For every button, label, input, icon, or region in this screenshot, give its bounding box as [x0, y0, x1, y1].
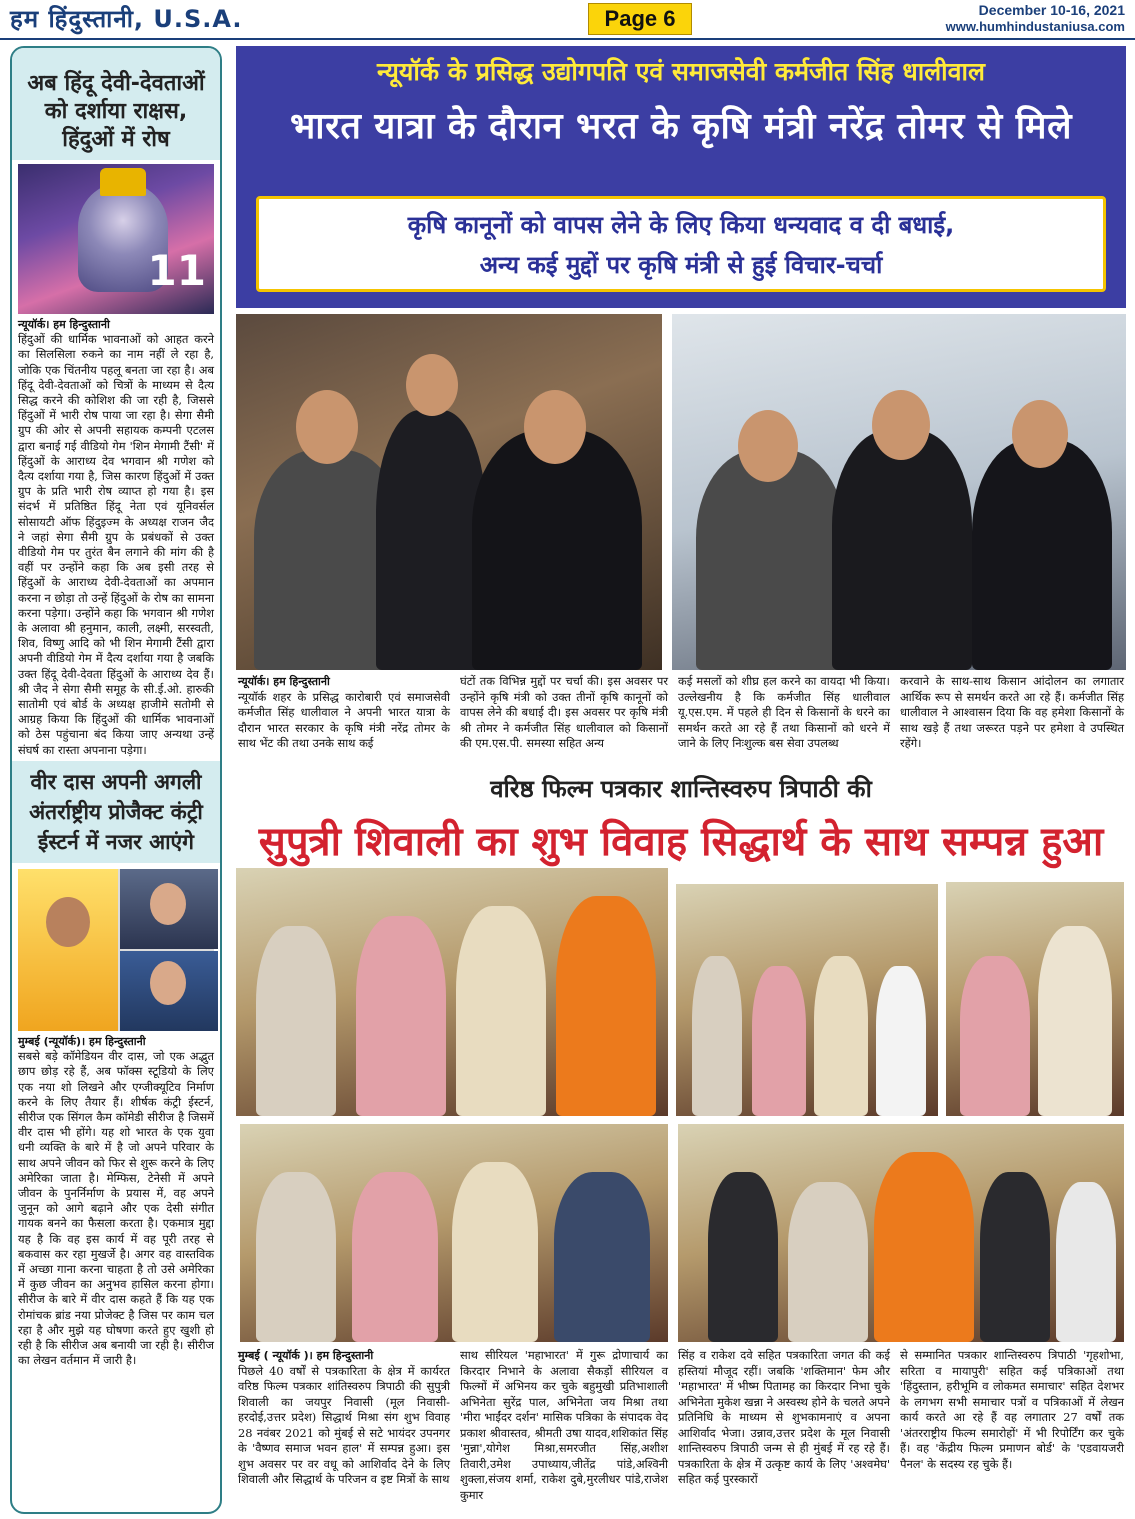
vir-das-photo	[18, 869, 118, 1031]
groom-shape	[456, 906, 546, 1116]
person-shape	[980, 1172, 1050, 1342]
lead-column-3: कई मसलों को शीघ्र हल करने का वायदा भी किया। उल्लेखनीय है कि कर्मजीत सिंह धालीवाल यू.एस.एम. में पहले ही दिन से किसानों के धरने का समर्थन करते आ रहे हैं तथा किसानों को धरने में जाने के लिए निःशुल्क बस सेवा उपलब्ध	[678, 674, 890, 750]
person-shape	[696, 450, 846, 670]
person-shape	[556, 896, 656, 1116]
wedding-column-4: से सम्मानित पत्रकार शान्तिस्वरुप त्रिपाठी 'गृहशोभा, सरिता व मायापुरी' सहित कई पत्रिकाओं तथा 'हिंदुस्तान, हरीभूमि व लोकमत समाचार' सहित देशभर के लगभग सभी समाचार पत्रों व पत्रिकाओं में लेखन कार्य करते आ रहे हैं वह लगातार 27 वर्षों तक 'अंतरराष्ट्रीय फिल्म समारोहों' में भी रिपोर्टिंग कर चुके हैं। वह 'केंद्रीय फिल्म प्रमाणन बोर्ड' के 'एडवायजरी पैनल' के सदस्य रह चुके हैं।	[900, 1348, 1124, 1471]
lead-column-2: घंटों तक विभिन्न मुद्दों पर चर्चा की। इस अवसर पर उन्होंने कृषि मंत्री को उक्त तीनों कृषि कानूनों को वापस लेने की बधाई दी। इस अवसर पर कृषि मंत्री श्री तोमर ने कर्मजीत सिंह धालीवाल को किसानों की एम.एस.पी. समस्या सहित अन्य	[460, 674, 668, 750]
sidebar-byline-2: मुम्बई (न्यूयॉर्क)। हम हिन्दुस्तानी	[18, 1034, 146, 1048]
wedding-col1-text: पिछले 40 वर्षों से पत्रकारिता के क्षेत्र में कार्यरत वरिष्ठ फिल्म पत्रकार शांतिस्वरुप त्रिपाठी की सुपुत्री शिवाली का जयपुर निवासी (मूल निवासी- हरदोई,उत्तर प्रदेश) सिद्धार्थ मिश्रा संग शुभ विवाह 28 नवंबर 2021 को मुंबई से सटे भायंदर उपनगर के 'वैष्णव समाज भवन हाल' में सम्पन्न हुआ। इस शुभ अवसर पर वर वधू को आशिर्वाद देने के लिए शिवाली और सिद्धार्थ के परिजन व इष्ट मित्रों के साथ	[238, 1363, 450, 1486]
actor-photo-top	[120, 869, 218, 949]
person-shape	[1056, 1182, 1116, 1342]
wedding-photo-1	[236, 868, 668, 1116]
lead-subheadline-box	[256, 196, 1106, 292]
lead-column-1	[238, 674, 450, 752]
wedding-photo-4	[240, 1124, 668, 1342]
sidebar-headline-1: अब हिंदू देवी-देवताओं को दर्शाया राक्षस, हिंदुओं में रोष	[12, 48, 220, 160]
person-shape	[376, 410, 486, 670]
sidebar	[10, 46, 222, 1514]
person-shape	[832, 430, 972, 670]
groom-shape	[1038, 926, 1112, 1116]
wedding-photo-3	[946, 882, 1124, 1116]
bride-shape	[752, 966, 806, 1116]
bride-shape	[356, 916, 446, 1116]
sidebar-byline-1: न्यूयॉर्क। हम हिन्दुस्तानी	[18, 318, 110, 331]
masthead	[0, 0, 1135, 40]
person-shape	[256, 1172, 336, 1342]
actor-photo-bottom	[120, 951, 218, 1031]
wedding-byline: मुम्बई ( न्यूयॉर्क )। हम हिन्दुस्तानी	[238, 1349, 374, 1362]
wedding-headline: सुपुत्री शिवाली का शुभ विवाह सिद्धार्थ के साथ सम्पन्न हुआ	[258, 819, 1104, 865]
lead-subheadline-2: अन्य कई मुद्दों पर कृषि मंत्री से हुई विचार-चर्चा	[479, 251, 883, 279]
lead-kicker: न्यूयॉर्क के प्रसिद्ध उद्योगपति एवं समाजसेवी कर्मजीत सिंह धालीवाल	[377, 57, 985, 86]
newspaper-brand: हम हिंदुस्तानी, U.S.A.	[10, 5, 243, 33]
person-shape	[788, 1182, 868, 1342]
sidebar-story-1	[12, 314, 220, 761]
bride-shape	[960, 956, 1030, 1116]
lead-photo-2	[672, 314, 1126, 670]
page-number: Page 6	[588, 3, 692, 35]
person-head	[524, 390, 586, 464]
lead-subheadline-1: कृषि कानूनों को वापस लेने के लिए किया धन्यवाद व दी बधाई,	[407, 211, 955, 239]
lead-photo-1	[236, 314, 662, 670]
person-shape	[554, 1172, 650, 1342]
sidebar-body-2: सबसे बड़े कॉमेडियन वीर दास, जो एक अद्भुत छाप छोड़ रहे हैं, अब फॉक्स स्टूडियो के लिए एक नया शो लिखने और एग्जीक्यूटिव निर्माण करने के लिए तैयार हैं। शीर्षक कंट्री ईस्टर्न, सीरीज एक सिंगल कैम कॉमेडी सीरीज है जिसमें वीर दास भी होंगे। यह शो भारत के एक युवा धनी व्यक्ति के बारे में है जो अपने परिवार के साथ अपने जीवन को फिर से शुरू करने के लिए अमेरिका जाता है। मेम्फिस, टेनेसी में अपने जीवन के पुनर्निर्माण के प्रयास में, वह अपने जुनून को आगे बढ़ाने और एक देसी संगीत गायक बनने का फैसला करता है। एकमात्र मुद्दा यह है कि वह इस कार्य में वह पूरी तरह से बकवास कर रहा मुखर्जे है। अगर वह वास्तविक में अच्छा गाना करना चाहता है तो उसे अमेरिका में कुछ जीवन का अनुभव हासिल करना होगा। सीरीज के बारे में वीर दास कहते हैं कि यह एक रोमांचक ब्रांड नया प्रोजेक्ट है जिस पर काम चल रहा है और मुझे यह घोषणा करते हुए खुशी हो रही है कि सीरीज अब बनायी जा रही है। सीरीज का लेखन वर्तमान में जारी है।	[18, 1049, 214, 1368]
issue-date: December 10-16, 2021	[978, 2, 1125, 18]
vir-das-collage	[18, 869, 214, 1031]
person-shape	[972, 440, 1112, 670]
person-head	[738, 410, 798, 482]
lead-byline: न्यूयॉर्क। हम हिन्दुस्तानी	[238, 675, 330, 688]
crown-shape	[100, 168, 146, 196]
lead-column-4: करवाने के साथ-साथ किसान आंदोलन का लगातार आर्थिक रूप से समर्थन करते आ रहे हैं। कर्मजीत सिंह धालीवाल ने आश्वासन दिया कि वह हमेशा किसानों के साथ खड़े हैं तथा जरूरत पड़ने पर हमेशा वे उपस्थित रहेंगे।	[900, 674, 1124, 750]
person-shape	[708, 1172, 778, 1342]
wedding-photo-2	[676, 884, 938, 1116]
person-head	[296, 390, 358, 464]
lead-banner	[236, 46, 1126, 308]
volume-number: 11	[147, 246, 206, 295]
groom-shape	[452, 1162, 538, 1342]
sidebar-headline-2: वीर दास अपनी अगली अंतर्राष्ट्रीय प्रोजैक्ट कंट्री ईस्टर्न में नजर आएंगे	[12, 761, 220, 863]
lead-headline: भारत यात्रा के दौरान भरत के कृषि मंत्री नरेंद्र तोमर से मिले	[290, 106, 1072, 147]
groom-shape	[814, 956, 868, 1116]
wedding-column-1	[238, 1348, 450, 1488]
person-shape	[874, 1152, 974, 1342]
wedding-photo-5	[678, 1124, 1124, 1342]
person-head	[1012, 400, 1068, 468]
person-shape	[692, 956, 742, 1116]
wedding-column-3: सिंह व राकेश दवे सहित पत्रकारिता जगत की कई हस्तियां मौजूद रहीं। जबकि 'शक्तिमान' फेम और 'महाभारत' में भीष्म पितामह का किरदार निभा चुके अभिनेता मुकेश खन्ना ने अस्वस्थ होने के चलते अपने प्रतिनिधि के माध्यम से शुभकामनाएं व अपना आशिर्वाद भेजा। उन्नाव,उत्तर प्रदेश के मूल निवासी शान्तिस्वरुप त्रिपाठी जन्म से ही मुंबई में रह रहे हैं।पत्रकारिता के क्षेत्र में उत्कृष्ट कार्य के लिए 'अश्वमेघ' सहित कई पुरस्कारों	[678, 1348, 890, 1486]
wedding-column-2: साथ सीरियल 'महाभारत' में गुरू द्रोणाचार्य का किरदार निभाने के अलावा सैकड़ों सीरियल व फिल्मों में अभिनय कर चुके बहुमुखी प्रतिभाशाली अभिनेता सुरेंद्र पाल, अभिनेता जय मिश्रा तथा 'मीरा भाईंदर दर्शन' मासिक पत्रिका के संपादक वेद प्रकाश श्रीवास्तव, श्रीमती उषा यादव,शशिकांत सिंह 'मुन्ना',योगेश मिश्रा,समरजीत सिंह,अशीश तिवारी,उमेश उपाध्याय,जीतेंद्र पांडे,अश्विनी शुक्ला,संजय शर्मा, राकेश दुबे,मुरलीधर पांडे,राजेश कुमार	[460, 1348, 668, 1502]
lead-story	[236, 46, 1126, 308]
issue-info	[946, 2, 1125, 34]
person-shape	[472, 430, 642, 670]
person-shape	[876, 966, 926, 1116]
sidebar-body-1: हिंदुओं की धार्मिक भावनाओं को आहत करने का सिलसिला रुकने का नाम नहीं ले रहा है, जोकि एक चिंतनीय पहलू बनता जा रहा है। अब हिंदू देवी-देवताओं को चित्रों के माध्यम से दैत्य सिद्ध करने की कोशिश की जा रही है, जिससे हिंदुओं में भारी रोष पाया जा रहा है। सेगा सैमी ग्रुप की ओर से अपनी सहायक कम्पनी एटलस द्वारा बनाई गई वीडियो गेम 'शिन मेगामी टैंसी' में हिंदुओं के आराध्य देव भगवान श्री गणेश को दैत्य दर्शाया गया है, जिस कारण हिंदुओं में उक्त ग्रुप के प्रति भारी रोष व्याप्त हो गया है। इस संदर्भ में प्रतिष्ठित हिंदू नेता एवं यूनिवर्सल सोसायटी ऑफ हिंदुइज्म के अध्यक्ष राजन जैद ने जहां सेगा सैमी ग्रुप के प्रबंधकों से उक्त वीडियो गेम पर तुरंत बैन लगाने की मांग की है वहीं पर उन्होंने कहा कि अब इसी तरह से हिंदुओं के आराध्य देवी-देवताओं का अपमान करना न छोड़ा तो उन्हें हिंदुओं के रोष का सामना करना पड़ेगा। उन्होंने कहा कि भगवान श्री गणेश के अलावा श्री हनुमान, काली, लक्ष्मी, सरस्वती, शिव, विष्णु आदि को भी शिन मेगामी टैंसी द्वारा अपनी वीडियो गेम में दैत्य दर्शाया गया है जबकि उक्त हिंदू देवी-देवता हिंदुओं के आराध्य देव हैं। श्री जैद ने सेगा सैमी समूह के सी.ई.ओ. हारुकी सातोमी एवं बोर्ड के अध्यक्ष हाजीमे सतोमी से आग्रह किया कि हिंदुओं की धार्मिक भावनाओं को ठेस पहुंचाना बंद किया जाए अन्यथा उन्हें संघर्ष का रास्ता अपनाना पड़ेगा।	[18, 332, 214, 757]
website-link[interactable]: www.humhindustaniusa.com	[945, 19, 1125, 34]
person-head	[872, 390, 930, 460]
person-shape	[256, 926, 336, 1116]
ganesh-game-image	[18, 164, 214, 314]
bride-shape	[352, 1172, 438, 1342]
lead-col1-text: न्यूयॉर्क शहर के प्रसिद्ध कारोबारी एवं समाजसेवी कर्मजीत सिंह धालीवाल ने अपनी भारत यात्रा के दौरान भारत सरकार के कृषि मंत्री नरेंद्र तोमर के साथ भेंट की तथा उनके साथ कई	[238, 689, 450, 750]
sidebar-story-2	[12, 1031, 220, 1371]
person-head	[406, 354, 458, 416]
wedding-kicker: वरिष्ठ फिल्म पत्रकार शान्तिस्वरुप त्रिपाठी की	[490, 775, 872, 803]
